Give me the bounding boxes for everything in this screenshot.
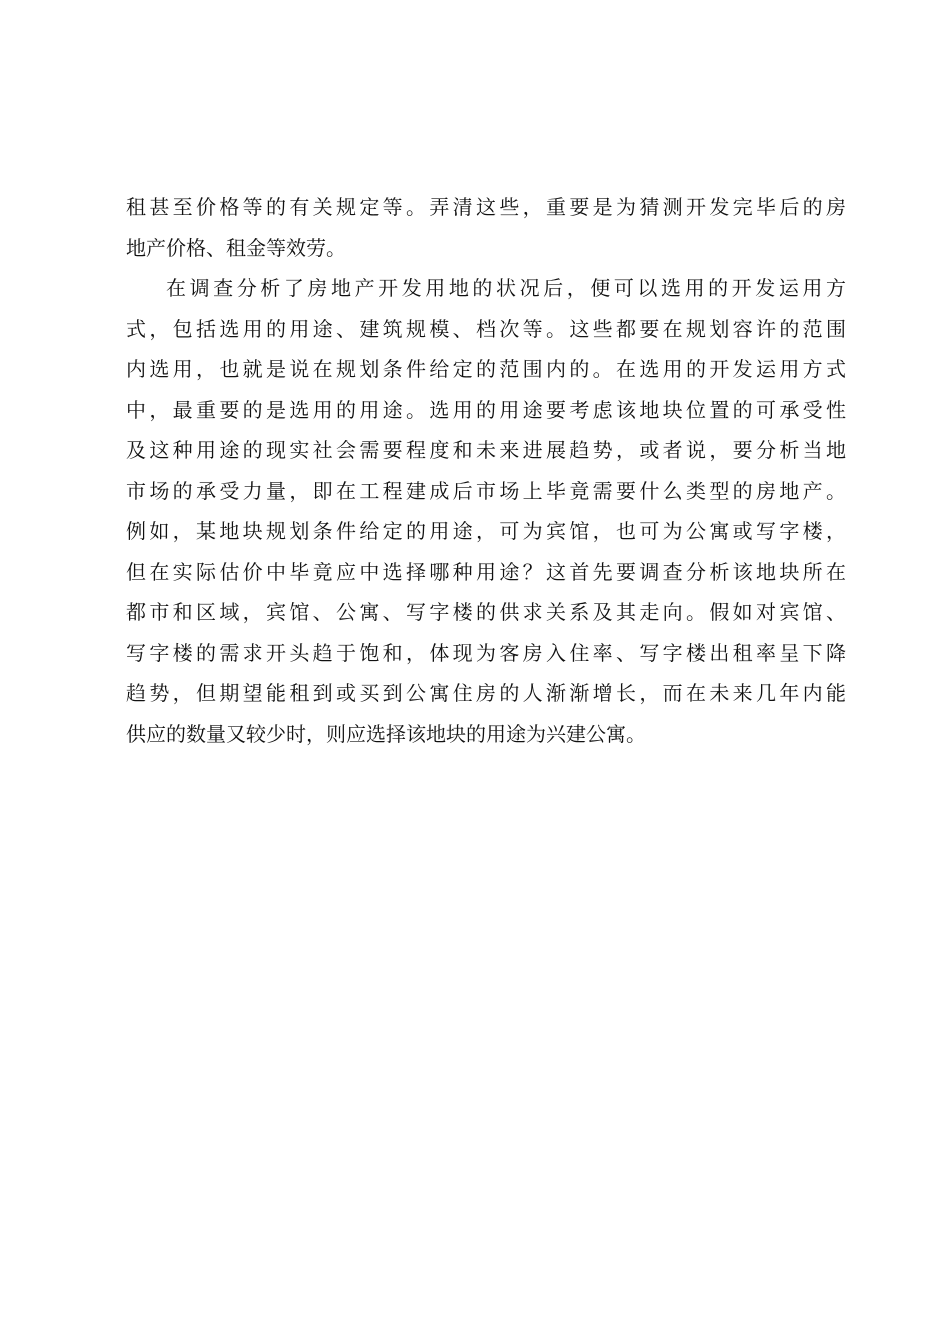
text-line: 例如，某地块规划条件给定的用途，可为宾馆，也可为公寓或写字楼， — [126, 519, 846, 543]
text-line: 市场的承受力量，即在工程建成后市场上毕竟需要什么类型的房地产。 — [126, 478, 846, 503]
text-line: 中，最重要的是选用的用途。选用的用途要考虑该地块位置的可承受性 — [126, 397, 846, 422]
text-line: 及这种用途的现实社会需要程度和未来进展趋势，或者说，要分析当地 — [126, 438, 846, 462]
text-line: 内选用，也就是说在规划条件给定的范围内的。在选用的开发运用方式 — [126, 357, 846, 381]
body-text — [126, 187, 846, 754]
text-line: 趋势，但期望能租到或买到公寓住房的人渐渐增长，而在未来几年内能 — [126, 681, 846, 705]
text-line: 租甚至价格等的有关规定等。弄清这些，重要是为猜测开发完毕后的房 — [126, 195, 846, 219]
text-line: 供应的数量又较少时，则应选择该地块的用途为兴建公寓。 — [126, 721, 646, 746]
text-line: 式，包括选用的用途、建筑规模、档次等。这些都要在规划容许的范围 — [126, 316, 846, 341]
text-line: 地产价格、租金等效劳。 — [126, 235, 346, 260]
paragraph-1 — [126, 187, 846, 268]
text-line: 但在实际估价中毕竟应中选择哪种用途？这首先要调查分析该地块所在 — [126, 559, 846, 584]
text-line: 都市和区域，宾馆、公寓、写字楼的供求关系及其走向。假如对宾馆、 — [126, 600, 846, 624]
paragraph-2 — [126, 268, 846, 754]
text-line: 在调查分析了房地产开发用地的状况后，便可以选用的开发运用方 — [166, 276, 846, 300]
text-line: 写字楼的需求开头趋于饱和，体现为客房入住率、写字楼出租率呈下降 — [126, 640, 846, 665]
